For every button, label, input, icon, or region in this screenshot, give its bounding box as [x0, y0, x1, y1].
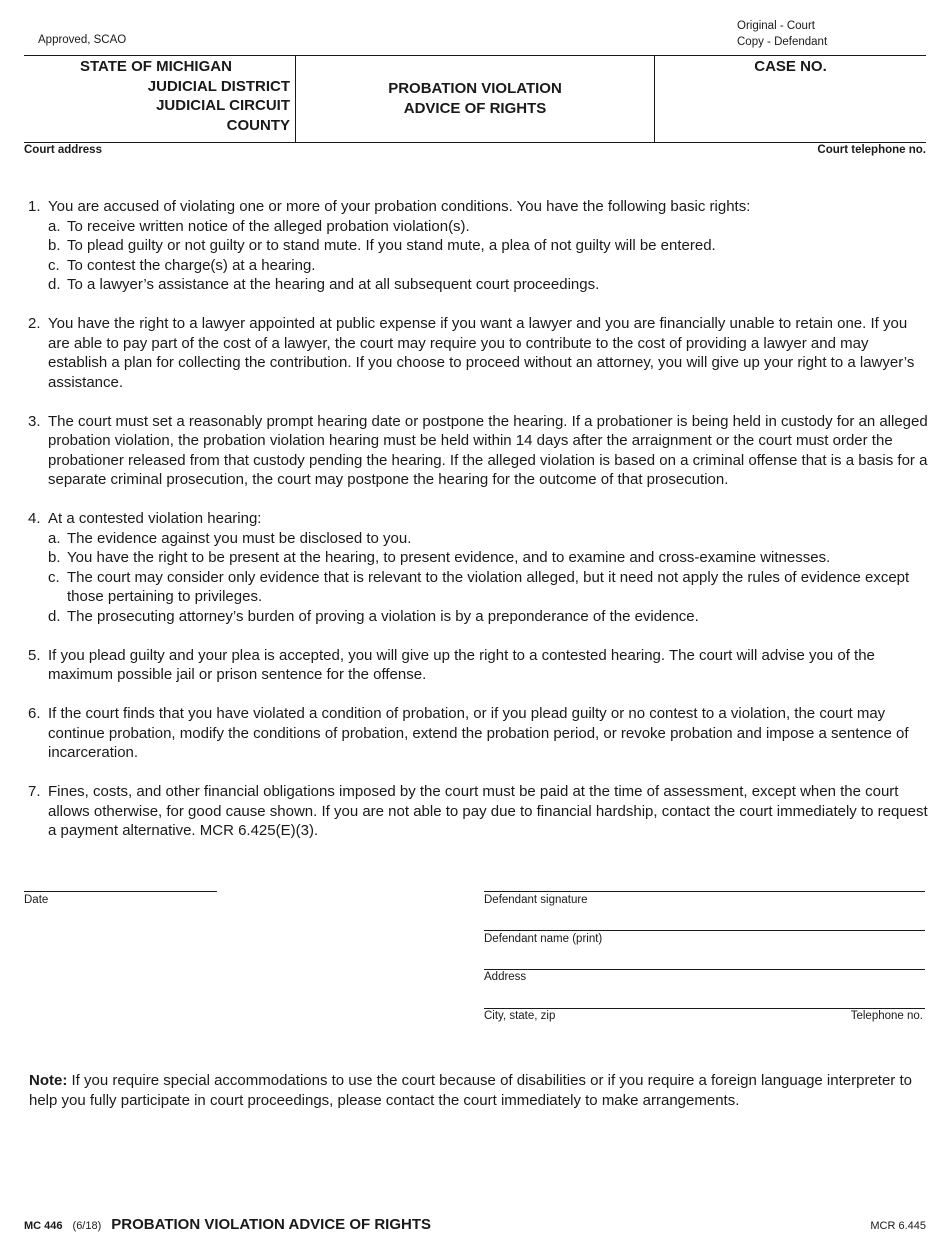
rights-list	[24, 197, 930, 860]
copy-distribution	[737, 18, 827, 50]
city-state-zip-label: City, state, zip	[484, 1010, 556, 1022]
item-text: At a contested violation hearing:	[48, 510, 262, 527]
city-state-zip-field[interactable]	[484, 1008, 925, 1009]
district-line: JUDICIAL DISTRICT	[147, 77, 290, 95]
item-number: 6.	[28, 705, 41, 722]
telephone-label: Telephone no.	[850, 1010, 923, 1022]
copy-line-defendant: Copy - Defendant	[737, 36, 828, 48]
right-item-7	[24, 782, 930, 841]
right-item-6	[24, 704, 930, 763]
right-item-2	[24, 314, 930, 392]
case-number-field[interactable]: CASE NO.	[754, 58, 827, 75]
header-top-rule	[24, 55, 926, 56]
sub-text: To contest the charge(s) at a hearing.	[67, 256, 316, 274]
sub-letter: a.	[48, 217, 61, 235]
sub-letter: d.	[48, 276, 61, 293]
circuit-line: JUDICIAL CIRCUIT	[156, 97, 290, 114]
item-text: If the court finds that you have violated a condition of probation, or if you plead guilty or no contest to a violation, the court may continue probation, modify the conditions of probation, extend the probation period, or revoke probation and impose a sentence of incarceration.	[48, 705, 909, 761]
date-label: Date	[24, 894, 49, 906]
sub-item	[48, 607, 930, 627]
form-title-line-1: PROBATION VIOLATION	[388, 80, 562, 97]
sub-text: To a lawyer’s assistance at the hearing and at all subsequent court proceedings.	[67, 276, 600, 293]
sub-item	[48, 275, 930, 295]
item-number: 7.	[28, 783, 41, 800]
item-number: 4.	[28, 510, 41, 527]
court-address-label: Court address	[24, 144, 102, 156]
item-text: You are accused of violating one or more of your probation conditions. You have the following basic rights:	[48, 198, 751, 215]
sub-text: To plead guilty or not guilty or to stand mute. If you stand mute, a plea of not guilty will be entered.	[67, 237, 716, 254]
right-item-5	[24, 646, 930, 685]
sub-text: You have the right to be present at the hearing, to present evidence, and to examine and cross-examine witnesses.	[67, 549, 831, 566]
item-text: If you plead guilty and your plea is accepted, you will give up the right to a contested hearing. The court will advise you of the maximum possible jail or prison sentence for the offense.	[48, 646, 875, 683]
form-revision: (6/18)	[72, 1220, 102, 1232]
court-rule-reference: MCR 6.445	[870, 1220, 926, 1232]
address-label: Address	[484, 971, 527, 983]
date-field[interactable]	[24, 891, 217, 892]
defendant-signature-field[interactable]	[484, 891, 925, 892]
form-title-line-2: ADVICE OF RIGHTS	[403, 100, 547, 117]
sub-letter: a.	[48, 529, 61, 547]
right-item-3	[24, 412, 930, 490]
note-text: If you require special accommodations to use the court because of disabilities or if you require a foreign language interpreter to help you fully participate in court proceedings, please contact the court immediately to make arrangements.	[29, 1072, 912, 1109]
sub-item	[48, 529, 930, 549]
item-text: Fines, costs, and other financial obligations imposed by the court must be paid at the time of assessment, except when the court allows otherwise, for good cause shown. If you are not able to pay due to financial hardship, contact the court immediately to request a payment alternative. MCR 6.425(E)(3).	[48, 783, 928, 839]
item-text: You have the right to a lawyer appointed at public expense if you want a lawyer and you are financially unable to retain one. If you are able to pay part of the cost of a lawyer, the court may require you to contribute to the cost of providing a lawyer and may establish a plan for collecting the contribution. If you choose to proceed without an attorney, you will give up your right to a lawyer’s assistance.	[48, 315, 915, 391]
copy-line-original: Original - Court	[737, 20, 815, 32]
county-line: COUNTY	[226, 116, 290, 134]
right-item-1	[24, 197, 930, 295]
sub-item	[48, 236, 930, 256]
sub-letter: b.	[48, 549, 61, 566]
sub-text: The prosecuting attorney’s burden of proving a violation is by a preponderance of the evidence.	[67, 607, 699, 625]
sub-text: The evidence against you must be disclosed to you.	[67, 529, 412, 547]
item-number: 1.	[28, 198, 41, 215]
sub-letter: b.	[48, 237, 61, 254]
form-title	[296, 79, 654, 119]
state-line: STATE OF MICHIGAN	[80, 58, 232, 75]
court-identification	[24, 57, 290, 135]
item-number: 2.	[28, 315, 41, 332]
sub-item	[48, 217, 930, 237]
accommodation-note	[29, 1071, 919, 1110]
sub-item	[48, 548, 930, 568]
sub-text: The court may consider only evidence that is relevant to the violation alleged, but it need not apply the rules of evidence except those pertaining to privileges.	[67, 568, 910, 605]
defendant-name-label: Defendant name (print)	[484, 933, 603, 945]
sub-letter: c.	[48, 568, 60, 586]
sub-item	[48, 256, 930, 276]
page-footer	[24, 1216, 926, 1234]
right-item-4	[24, 509, 930, 626]
footer-title: PROBATION VIOLATION ADVICE OF RIGHTS	[111, 1216, 432, 1233]
address-field[interactable]	[484, 969, 925, 970]
form-number: MC 446	[24, 1220, 63, 1232]
header-bottom-rule	[24, 142, 926, 143]
item-number: 5.	[28, 646, 41, 664]
item-text: The court must set a reasonably prompt hearing date or postpone the hearing. If a probationer is being held in custody for an alleged probation violation, the probation violation hearing must be held within 14 days after the arraignment or the court must order the probationer released from that custody pending the hearing. If the alleged violation is based on a criminal offense that is a basis for a separate criminal prosecution, the court may postpone the hearing for the outcome of that prosecution.	[48, 412, 928, 488]
item-number: 3.	[28, 412, 41, 430]
sub-letter: c.	[48, 256, 60, 274]
sub-letter: d.	[48, 607, 61, 625]
court-telephone-label: Court telephone no.	[817, 144, 926, 156]
defendant-signature-label: Defendant signature	[484, 894, 588, 906]
approved-note: Approved, SCAO	[38, 34, 127, 46]
note-lead: Note:	[29, 1072, 68, 1089]
defendant-name-field[interactable]	[484, 930, 925, 931]
sub-text: To receive written notice of the alleged probation violation(s).	[67, 217, 470, 235]
sub-item	[48, 568, 930, 607]
